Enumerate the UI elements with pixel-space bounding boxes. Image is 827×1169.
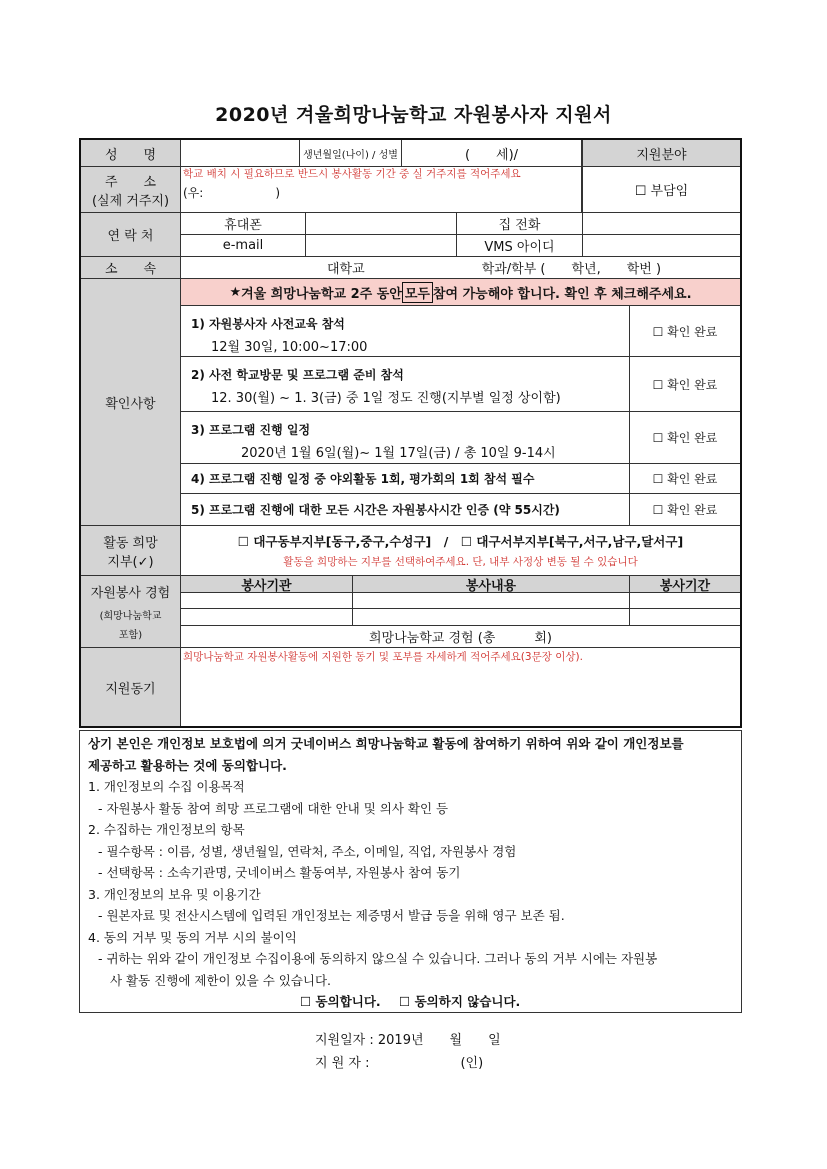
email-input[interactable] bbox=[306, 235, 457, 257]
confirm-label: 확인사항 bbox=[81, 279, 181, 526]
confirm-banner bbox=[181, 279, 740, 306]
experience-label bbox=[81, 576, 181, 648]
experience-label-line2: (희망나눔학교 bbox=[99, 611, 162, 622]
confirm-item-2-check[interactable]: ☐ 확인 완료 bbox=[630, 357, 740, 412]
branch-options[interactable]: ☐ 대구동부지부[동구,중구,수성구] / ☐ 대구서부지부[북구,서구,남구,달서구] bbox=[237, 534, 684, 549]
application-form-table bbox=[79, 138, 742, 728]
consent-section-2b: - 선택항목 : 소속기관명, 굿네이버스 활동여부, 자원봉사 참여 동기 bbox=[98, 865, 461, 880]
consent-section-1: 1. 개인정보의 수집 이용목적 bbox=[88, 779, 245, 794]
experience-row-1-period[interactable] bbox=[630, 593, 740, 609]
application-date: 지원일자 : 2019년 월 일 bbox=[315, 1033, 501, 1048]
consent-section-4b: 사 활동 진행에 제한이 있을 수 있습니다. bbox=[110, 972, 332, 988]
confirm-item-5 bbox=[181, 494, 630, 526]
motivation-label: 지원동기 bbox=[81, 648, 181, 726]
confirm-item-2 bbox=[181, 357, 630, 412]
disagree-checkbox[interactable]: ☐ 동의하지 않습니다. bbox=[399, 994, 521, 1009]
branch-label-line1: 활동 희망 bbox=[103, 535, 158, 551]
vms-id-input[interactable] bbox=[583, 235, 740, 257]
address-label-line1: 주 소 bbox=[104, 174, 157, 190]
experience-row-1-content[interactable] bbox=[353, 593, 630, 609]
confirm-item-4 bbox=[181, 464, 630, 494]
confirm-item-3 bbox=[181, 412, 630, 464]
privacy-consent-box bbox=[79, 730, 742, 1013]
experience-header-org: 봉사기관 bbox=[181, 576, 353, 593]
homeroom-option[interactable]: ☐ 부담임 bbox=[583, 167, 740, 213]
birth-gender-label: 생년월일(나이) / 성별 bbox=[300, 140, 402, 167]
vms-id-label: VMS 아이디 bbox=[457, 235, 583, 257]
name-input[interactable] bbox=[181, 140, 300, 167]
branch-label bbox=[81, 526, 181, 576]
affiliation-label: 소 속 bbox=[81, 257, 181, 279]
banner-text-post: 참여 가능해야 합니다. 확인 후 체크해주세요. bbox=[432, 286, 692, 302]
consent-section-4a: - 귀하는 위와 같이 개인정보 수집이용에 동의하지 않으실 수 있습니다. 그러나 동의 거부 시에는 자원봉 bbox=[98, 951, 658, 966]
experience-row-2-period[interactable] bbox=[630, 609, 740, 626]
field-label: 지원분야 bbox=[583, 140, 740, 167]
confirm-item-5-title: 5) 프로그램 진행에 대한 모든 시간은 자원봉사시간 인증 (약 55시간) bbox=[191, 503, 560, 517]
banner-text-pre: 겨울 희망나눔학교 2주 동안 bbox=[241, 286, 402, 302]
address-note: 학교 배치 시 필요하므로 반드시 봉사활동 기간 중 실 거주지를 적어주세요 bbox=[183, 168, 521, 180]
confirm-item-1-title: 1) 자원봉사자 사전교육 참석 bbox=[191, 317, 345, 331]
experience-summary[interactable]: 희망나눔학교 경험 (총 회) bbox=[181, 626, 740, 648]
applicant-signature: 지 원 자 : (인) bbox=[315, 1056, 484, 1071]
experience-row-2-org[interactable] bbox=[181, 609, 353, 626]
affiliation-input[interactable] bbox=[181, 257, 740, 279]
confirm-item-2-title: 2) 사전 학교방문 및 프로그램 준비 참석 bbox=[191, 368, 404, 382]
consent-section-2: 2. 수집하는 개인정보의 항목 bbox=[88, 822, 245, 837]
address-input[interactable] bbox=[181, 167, 583, 213]
confirm-item-2-detail: 12. 30(월) ~ 1. 3(금) 중 1일 정도 진행(지부별 일정 상이함) bbox=[211, 391, 561, 406]
motivation-input[interactable] bbox=[181, 648, 740, 726]
home-phone-input[interactable] bbox=[583, 213, 740, 235]
name-label: 성 명 bbox=[81, 140, 181, 167]
consent-section-3a: - 원본자료 및 전산시스템에 입력된 개인정보는 제증명서 발급 등을 위해 영구 보존 됨. bbox=[98, 908, 565, 923]
postal-code-field[interactable]: (우: ) bbox=[183, 186, 280, 200]
university-text: 대학교 bbox=[327, 262, 365, 277]
star-icon: ★ bbox=[229, 284, 242, 300]
mobile-input[interactable] bbox=[306, 213, 457, 235]
experience-header-content: 봉사내용 bbox=[353, 576, 630, 593]
age-gender-input[interactable]: ( 세)/ bbox=[402, 140, 583, 167]
consent-section-3: 3. 개인정보의 보유 및 이용기간 bbox=[88, 886, 261, 902]
banner-boxed-word: 모두 bbox=[402, 282, 433, 303]
experience-header-period: 봉사기간 bbox=[630, 576, 740, 593]
experience-label-line3: 포함) bbox=[118, 630, 143, 641]
mobile-label: 휴대폰 bbox=[181, 213, 306, 235]
address-label-line2: (실제 거주지) bbox=[91, 193, 170, 209]
consent-section-4: 4. 동의 거부 및 동의 거부 시의 불이익 bbox=[88, 929, 297, 945]
agree-checkbox[interactable]: ☐ 동의합니다. bbox=[300, 994, 381, 1009]
branch-selection[interactable] bbox=[181, 526, 740, 576]
experience-row-2-content[interactable] bbox=[353, 609, 630, 626]
confirm-item-1-check[interactable]: ☐ 확인 완료 bbox=[630, 306, 740, 357]
consent-section-2a: - 필수항목 : 이름, 성별, 생년월일, 연락처, 주소, 이메일, 직업, 자원봉사 경험 bbox=[98, 843, 517, 859]
confirm-item-3-detail: 2020년 1월 6일(월)~ 1월 17일(금) / 총 10일 9-14시 bbox=[241, 446, 556, 461]
department-text: 학과/학부 ( 학년, 학번 ) bbox=[481, 262, 662, 277]
confirm-item-4-check[interactable]: ☐ 확인 완료 bbox=[630, 464, 740, 494]
confirm-item-5-check[interactable]: ☐ 확인 완료 bbox=[630, 494, 740, 526]
confirm-item-4-title: 4) 프로그램 진행 일정 중 야외활동 1회, 평가회의 1회 참석 필수 bbox=[191, 472, 535, 486]
confirm-item-3-check[interactable]: ☐ 확인 완료 bbox=[630, 412, 740, 464]
confirm-item-3-title: 3) 프로그램 진행 일정 bbox=[191, 423, 311, 437]
consent-intro-line1: 상기 본인은 개인정보 보호법에 의거 굿네이버스 희망나눔학교 활동에 참여하기 위하여 위와 같이 개인정보를 bbox=[88, 736, 684, 751]
home-phone-label: 집 전화 bbox=[457, 213, 583, 235]
consent-intro-line2: 제공하고 활용하는 것에 동의합니다. bbox=[88, 757, 287, 773]
email-label: e-mail bbox=[181, 235, 306, 257]
branch-note: 활동을 희망하는 지부를 선택하여주세요. 단, 내부 사정상 변동 될 수 있습니다 bbox=[283, 556, 638, 568]
page-title: 2020년 겨울희망나눔학교 자원봉사자 지원서 bbox=[215, 104, 612, 126]
motivation-note: 희망나눔학교 자원봉사활동에 지원한 동기 및 포부를 자세하게 적어주세요(3문장 이상). bbox=[183, 651, 583, 663]
consent-section-1a: - 자원봉사 활동 참여 희망 프로그램에 대한 안내 및 의사 확인 등 bbox=[98, 800, 449, 816]
branch-label-line2: 지부(✓) bbox=[107, 554, 154, 570]
experience-row-1-org[interactable] bbox=[181, 593, 353, 609]
contact-label: 연 락 처 bbox=[81, 213, 181, 257]
experience-label-line1: 자원봉사 경험 bbox=[90, 586, 171, 601]
confirm-item-1-detail: 12월 30일, 10:00~17:00 bbox=[211, 340, 368, 355]
address-label bbox=[81, 167, 181, 213]
confirm-item-1 bbox=[181, 306, 630, 357]
